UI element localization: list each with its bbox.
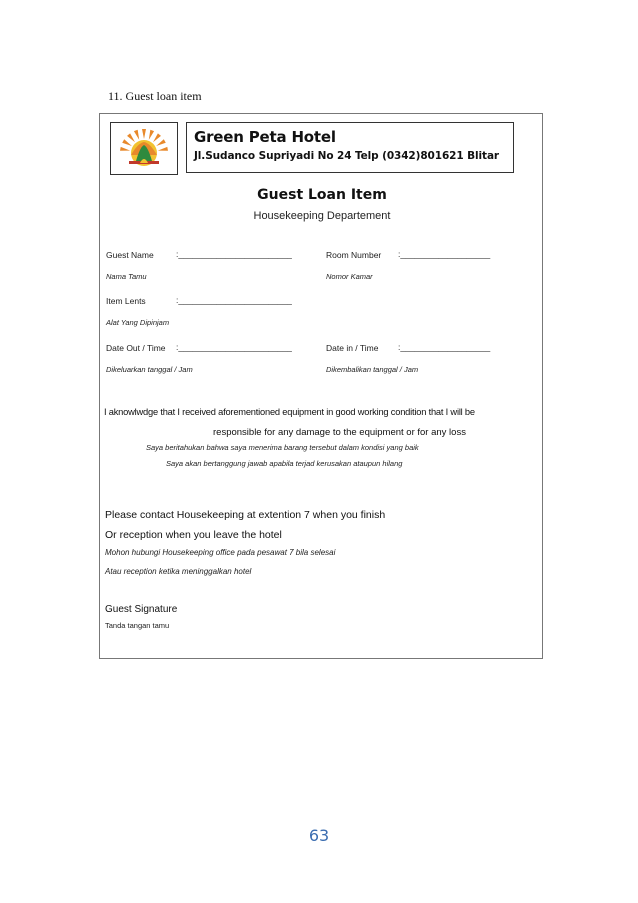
form-subtitle: Housekeeping Departement xyxy=(253,210,391,222)
guest-signature-translation: Tanda tangan tamu xyxy=(105,621,170,630)
form-title: Guest Loan Item xyxy=(257,187,387,203)
room-number-field[interactable]: :___________________ xyxy=(398,249,491,259)
date-out-translation: Dikeluarkan tanggal / Jam xyxy=(106,365,193,374)
date-in-translation: Dikembalikan tanggal / Jam xyxy=(326,365,419,374)
guest-signature-label: Guest Signature xyxy=(105,604,178,615)
acknowledgement-translation-2: Saya akan bertanggung jawab apabila terjad kerusakan ataupun hilang xyxy=(166,459,403,468)
room-number-label: Room Number xyxy=(326,250,382,260)
hotel-logo-icon xyxy=(111,123,177,174)
hotel-logo xyxy=(110,122,178,175)
guest-loan-form xyxy=(99,113,543,659)
section-heading: 11. Guest loan item xyxy=(108,89,202,103)
date-in-field[interactable]: :___________________ xyxy=(398,342,491,352)
acknowledgement-translation-1: Saya beritahukan bahwa saya menerima barang tersebut dalam kondisi yang baik xyxy=(146,443,419,452)
date-out-label: Date Out / Time xyxy=(106,343,166,353)
item-lents-label: Item Lents xyxy=(106,296,146,306)
contact-line-2: Or reception when you leave the hotel xyxy=(105,529,282,541)
contact-translation-2: Atau reception ketika meninggalkan hotel xyxy=(105,567,252,576)
room-number-translation: Nomor Kamar xyxy=(326,272,373,281)
page-number: 63 xyxy=(308,826,330,845)
item-lents-field[interactable]: :________________________ xyxy=(176,295,292,305)
guest-name-translation: Nama Tamu xyxy=(106,272,147,281)
hotel-name: Green Peta Hotel xyxy=(194,128,336,146)
acknowledgement-line-1: I aknowlwdge that I received aforementioned equipment in good working condition that I will be xyxy=(104,407,475,417)
contact-translation-1: Mohon hubungi Housekeeping office pada pesawat 7 bila selesai xyxy=(105,548,336,557)
date-in-label: Date in / Time xyxy=(326,343,379,353)
acknowledgement-line-2: responsible for any damage to the equipment or for any loss xyxy=(213,427,466,438)
hotel-address: Jl.Sudanco Supriyadi No 24 Telp (0342)801621 Blitar xyxy=(194,150,500,162)
item-lents-translation: Alat Yang Dipinjam xyxy=(106,318,170,327)
date-out-field[interactable]: :________________________ xyxy=(176,342,292,352)
hotel-info-box xyxy=(186,122,514,173)
guest-name-label: Guest Name xyxy=(106,250,154,260)
contact-line-1: Please contact Housekeeping at extention 7 when you finish xyxy=(105,509,386,521)
guest-name-field[interactable]: :________________________ xyxy=(176,249,292,259)
